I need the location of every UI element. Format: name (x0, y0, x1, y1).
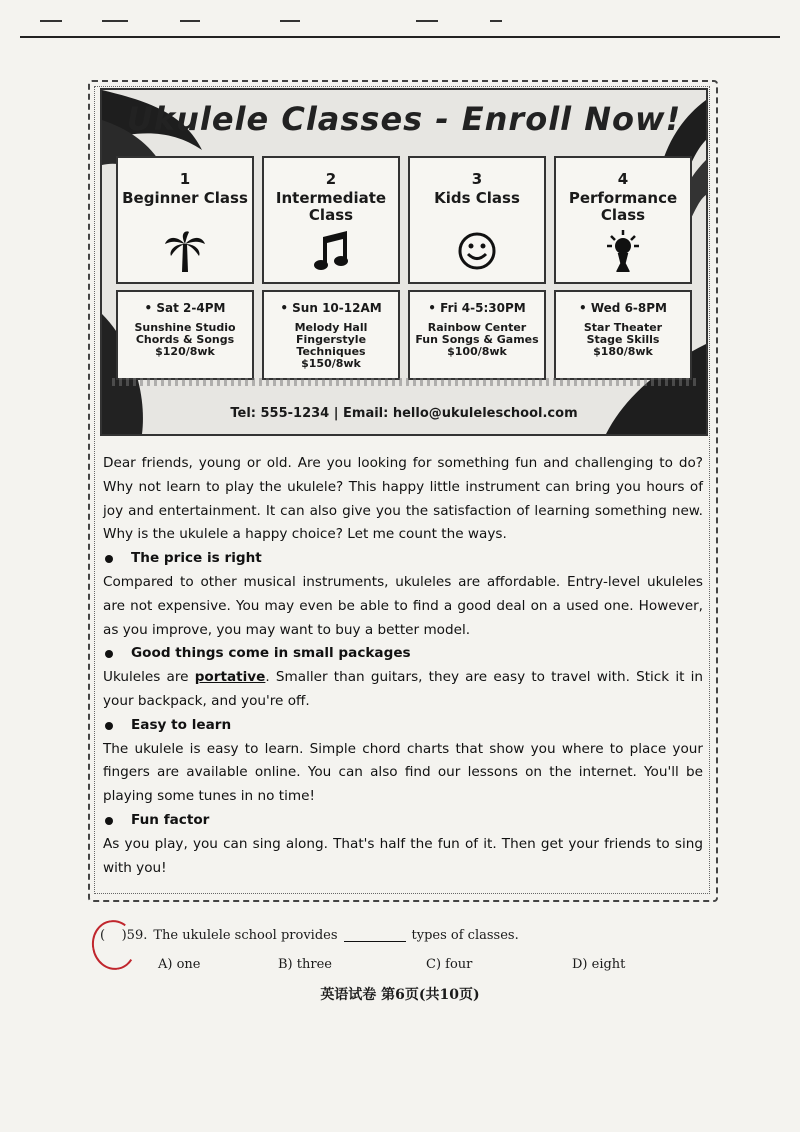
class-venue: Sunshine Studio (134, 321, 236, 334)
class-price: $150/8wk (301, 357, 361, 370)
class-card-kids (408, 156, 546, 284)
class-schedule-intermediate (262, 290, 400, 380)
article-body (103, 452, 703, 880)
class-number: 1 (179, 170, 191, 188)
question-59 (100, 928, 720, 979)
section-heading-fun (103, 809, 703, 833)
text-before: Ukuleles are (103, 669, 195, 686)
section-heading-price (103, 547, 703, 571)
class-name: Intermediate Class (275, 189, 387, 224)
bullet-icon (105, 650, 113, 658)
question-number: ( )59. (100, 928, 148, 943)
option-b: B) three (278, 957, 332, 972)
class-venue: Star Theater (583, 321, 663, 334)
class-name: Beginner Class (122, 189, 248, 207)
class-card-beginner (116, 156, 254, 284)
class-time: • Wed 6-8PM (579, 301, 667, 315)
class-price: $100/8wk (447, 345, 507, 358)
class-content: Stage Skills (586, 333, 660, 346)
bullet-icon (105, 817, 113, 825)
class-number: 3 (471, 170, 483, 188)
class-content: Chords & Songs (135, 333, 235, 346)
header-rule (20, 36, 780, 38)
class-schedule-beginner (116, 290, 254, 380)
class-schedule-performance (554, 290, 692, 380)
answer-blank (344, 929, 406, 942)
underlined-word: portative (194, 669, 266, 686)
header-marks (40, 14, 780, 24)
class-name: Kids Class (434, 189, 520, 207)
section-heading-packages (103, 642, 703, 666)
class-time: • Sat 2-4PM (144, 301, 226, 315)
class-name: Performance Class (568, 189, 678, 224)
spotlight-icon (556, 226, 690, 276)
section-text-fun: As you play, you can sing along. That's half the fun of it. Then get your friends to sing with you! (103, 835, 703, 876)
class-price: $120/8wk (155, 345, 215, 358)
question-stem-start: The ukulele school provides (153, 928, 338, 943)
section-heading: Easy to learn (131, 716, 232, 733)
music-note-icon (264, 226, 398, 276)
class-card-performance (554, 156, 692, 284)
option-a: A) one (158, 957, 201, 972)
class-schedule-kids (408, 290, 546, 380)
text-after: . Smaller than guitars, they are easy to travel with. Stick it in your backpack, and you're off. (103, 669, 703, 709)
class-time: • Fri 4-5:30PM (428, 301, 526, 315)
option-c: C) four (426, 957, 473, 972)
section-heading: Fun factor (131, 811, 210, 828)
section-heading: The price is right (131, 550, 262, 567)
class-content: Fun Songs & Games (415, 333, 539, 346)
class-time: • Sun 10-12AM (280, 301, 382, 315)
answer-options (100, 957, 720, 979)
bullet-icon (105, 722, 113, 730)
question-stem-end: types of classes. (411, 928, 519, 943)
class-venue: Melody Hall (294, 321, 368, 334)
contact-info: Tel: 555-1234 | Email: hello@ukuleleschool.com (230, 406, 578, 421)
option-d: D) eight (572, 957, 626, 972)
poster-title: Ukulele Classes - Enroll Now! (126, 100, 682, 138)
page-footer: 英语试卷 第6页(共10页) (320, 987, 480, 1003)
smiley-face-icon (410, 226, 544, 276)
section-text-packages (103, 666, 703, 714)
class-venue: Rainbow Center (427, 321, 527, 334)
class-number: 4 (617, 170, 629, 188)
section-heading: Good things come in small packages (131, 645, 411, 662)
class-number: 2 (325, 170, 337, 188)
palm-tree-icon (118, 226, 252, 276)
bullet-icon (105, 555, 113, 563)
intro-paragraph: Dear friends, young or old. Are you looking for something fun and challenging to do? Why not learn to play the ukulele? This happy little instrument can bring you hours of joy and entertainment. It can also give you the satisfaction of learning something new. Why is the ukulele a happy choice? Let me count the ways. (103, 455, 703, 543)
section-text-easy: The ukulele is easy to learn. Simple chord charts that show you where to place your fingers are available online. You can also find our lessons on the internet. You'll be playing some tunes in no time! (103, 740, 703, 805)
section-heading-easy (103, 714, 703, 738)
class-card-intermediate (262, 156, 400, 284)
class-price: $180/8wk (593, 345, 653, 358)
ukulele-poster (100, 88, 708, 436)
decorative-dotted-rule (112, 378, 696, 386)
section-text-price: Compared to other musical instruments, ukuleles are affordable. Entry-level ukuleles are not expensive. You may even be able to find a good deal on a used one. However, as you improve, you may want to buy a better model. (103, 573, 703, 638)
class-content: Fingerstyle Techniques (295, 333, 367, 358)
